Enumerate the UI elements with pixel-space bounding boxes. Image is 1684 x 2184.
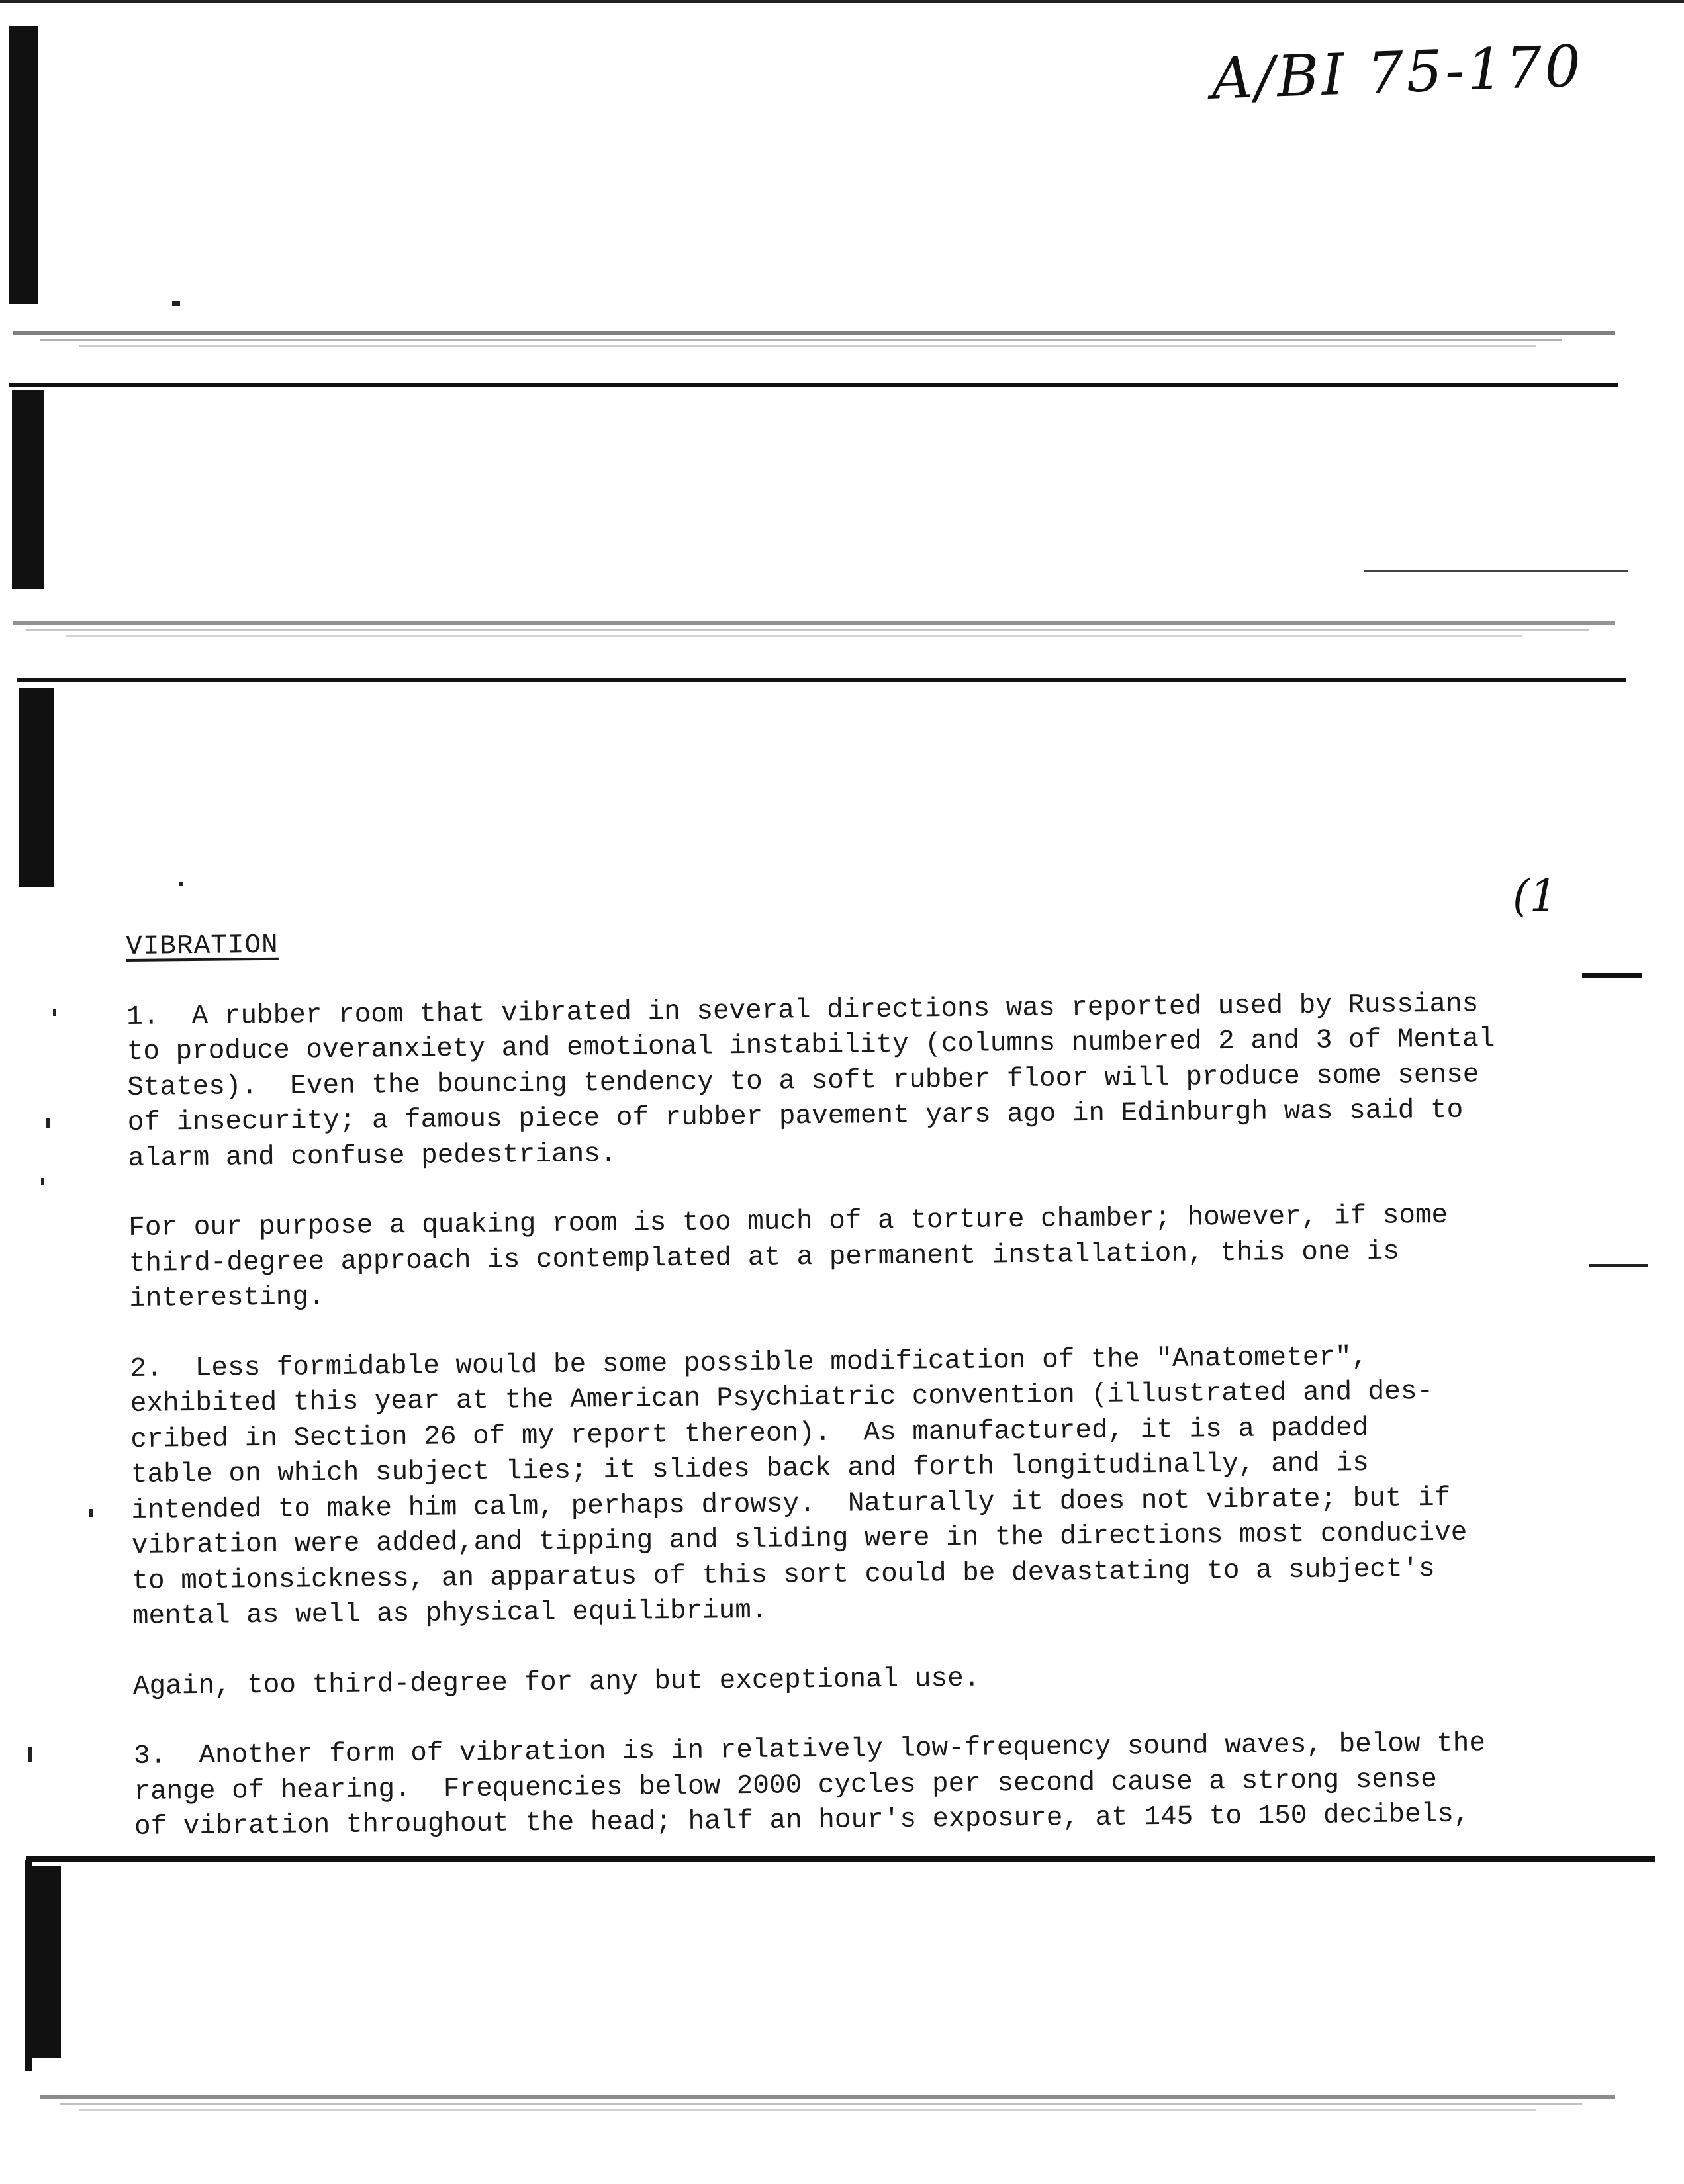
text-line: intended to make him calm, perhaps drowsy. Naturally it does not vibrate; but if	[131, 1482, 1451, 1526]
scan-bar-left-3	[19, 688, 54, 887]
paragraph-2	[128, 1197, 1552, 1317]
text-line: interesting.	[129, 1282, 325, 1314]
text-line: alarm and confuse pedestrians.	[128, 1138, 617, 1174]
document-body	[126, 916, 1558, 1880]
text-line: 1. A rubber room that vibrated in several directions was reported used by Russians	[126, 988, 1479, 1032]
text-line: of insecurity; a famous piece of rubber pavement yars ago in Edinburgh was said to	[127, 1095, 1464, 1138]
paragraph-5	[134, 1725, 1558, 1845]
frame-line-3	[17, 678, 1626, 682]
scan-bar-left-1	[9, 26, 38, 304]
top-border-line	[0, 0, 1684, 3]
text-line: mental as well as physical equilibrium.	[132, 1595, 768, 1632]
right-margin-dash-1	[1582, 973, 1642, 978]
paragraph-1	[126, 986, 1551, 1177]
handwritten-archive-number: A/BI 75-170	[1210, 33, 1585, 113]
left-corner-tick	[25, 1860, 32, 2071]
text-line: States). Even the bouncing tendency to a soft rubber floor will produce some sense	[127, 1059, 1479, 1103]
scan-bar-left-2	[12, 390, 44, 589]
noise-band-2	[13, 621, 1615, 637]
frame-line-2	[9, 383, 1618, 387]
text-line: table on which subject lies; it slides back and forth longitudinally, and is	[130, 1448, 1369, 1490]
text-line: third-degree approach is contemplated at a permanent installation, this one is	[128, 1236, 1400, 1279]
text-line: Again, too third-degree for any but exceptional use.	[132, 1663, 980, 1702]
text-line: For our purpose a quaking room is too much of a torture chamber; however, if some	[128, 1200, 1448, 1244]
right-margin-dash-2	[1589, 1264, 1648, 1267]
right-rule-2	[1364, 570, 1628, 572]
noise-band-bottom	[40, 2095, 1615, 2111]
text-line: range of hearing. Frequencies below 2000 cycles per second cause a strong sense	[134, 1764, 1437, 1807]
text-line: cribed in Section 26 of my report thereon). As manufactured, it is a padded	[130, 1412, 1369, 1455]
noise-band-1	[13, 331, 1615, 347]
text-line: to produce overanxiety and emotional instability (columns numbered 2 and 3 of Mental	[126, 1024, 1495, 1068]
section-heading: VIBRATION	[126, 930, 279, 962]
text-line: to motionsickness, an apparatus of this sort could be devastating to a subject's	[132, 1553, 1435, 1597]
handwritten-page-marker: (1	[1513, 870, 1558, 921]
text-line: vibration were added,and tipping and sliding were in the directions most conducive	[131, 1518, 1468, 1561]
scan-bar-left-bottom	[29, 1866, 61, 2058]
text-line: exhibited this year at the American Psychiatric convention (illustrated and des-	[130, 1377, 1434, 1420]
paragraph-4	[133, 1656, 1556, 1705]
text-line: 2. Less formidable would be some possible modification of the "Anatometer",	[130, 1342, 1368, 1385]
paragraph-3	[130, 1338, 1556, 1635]
text-line: of vibration throughout the head; half an hour's exposure, at 145 to 150 decibels,	[134, 1799, 1470, 1843]
text-line: 3. Another form of vibration is in relatively low-frequency sound waves, below the	[133, 1728, 1486, 1772]
